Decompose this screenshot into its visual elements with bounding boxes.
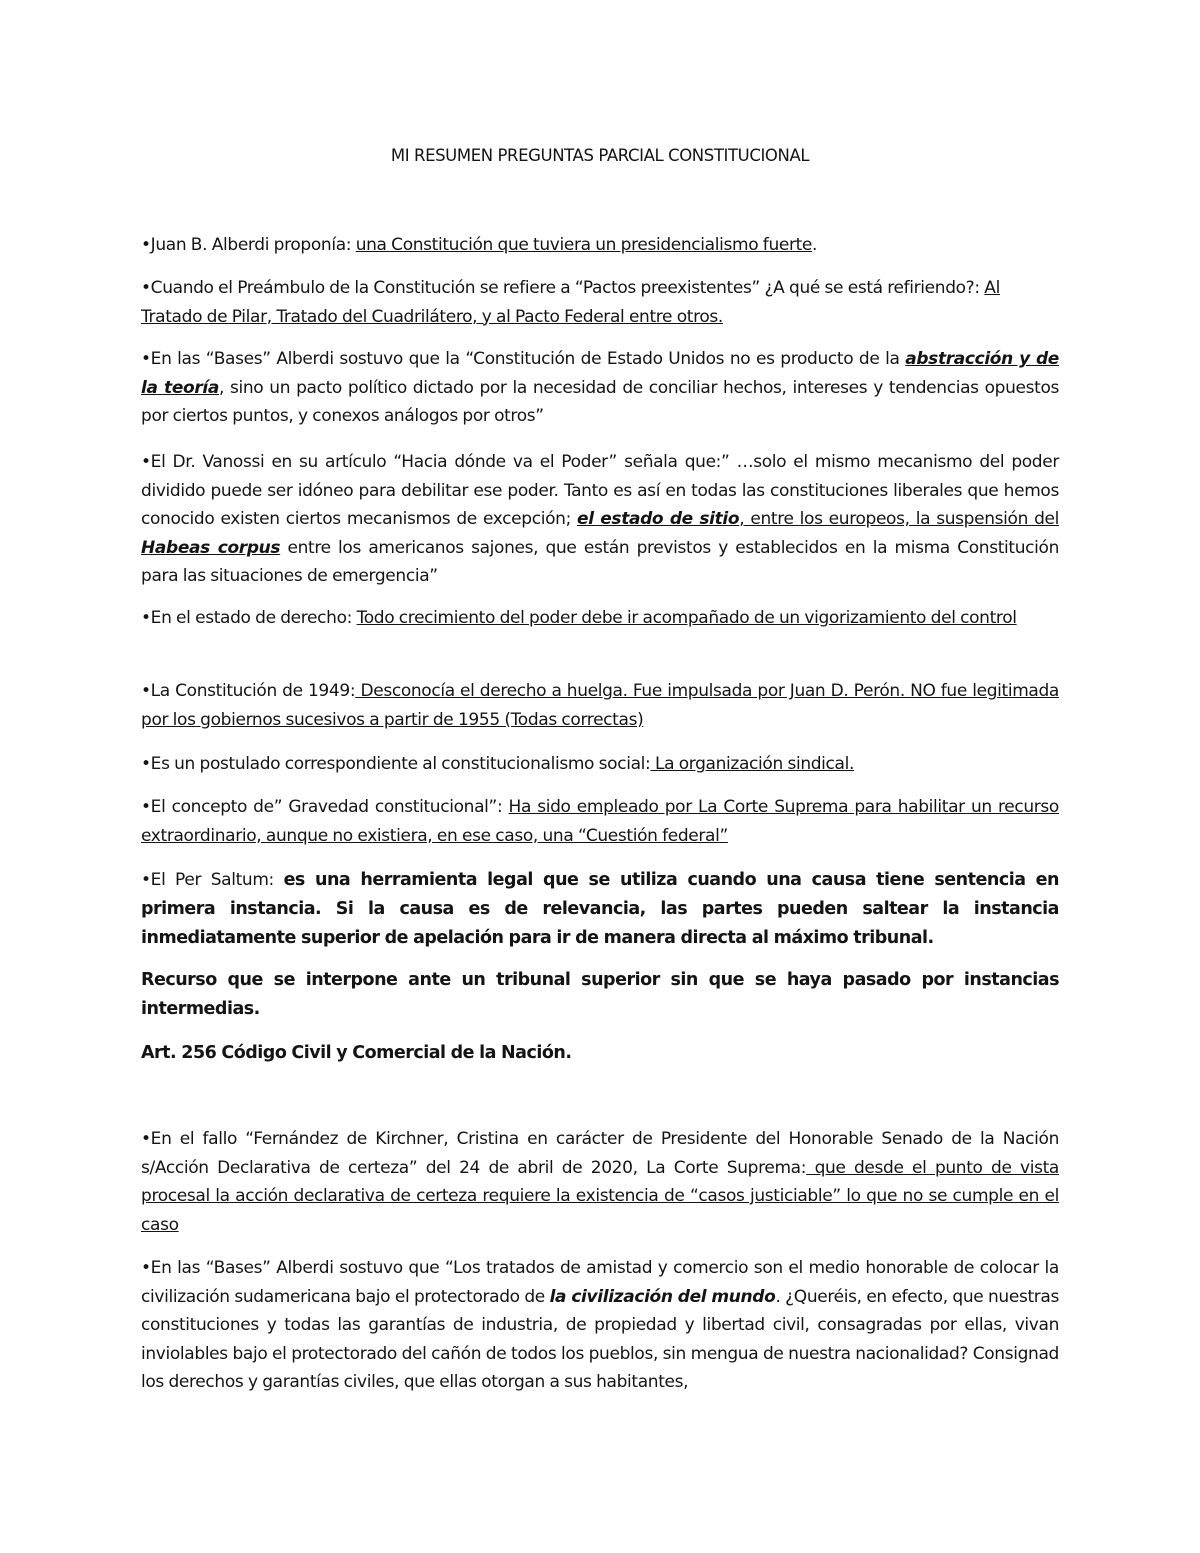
question-text: •Cuando el Preámbulo de la Constitución se refiere a “Pactos preexistentes” ¿A qué se está refiriendo?: <box>141 278 985 298</box>
paragraph-estado-de-derecho <box>141 604 1059 633</box>
quote-text: •En las “Bases” Alberdi sostuvo que la “Constitución de Estado Unidos no es producto de la <box>141 349 906 369</box>
answer-text: Todo crecimiento del poder debe ir acompañado de un vigorizamiento del control <box>356 608 1017 628</box>
paragraph-fallo-fernandez-de-kirchner <box>141 1125 1059 1239</box>
answer-text: una Constitución que tuviera un presidencialismo fuerte <box>355 235 813 255</box>
emphasis-text: abstracción y de la teoría <box>141 349 1059 398</box>
answer-text: La organización sindical. <box>650 754 855 774</box>
question-text: •En el estado de derecho: <box>141 608 357 628</box>
paragraph-articulo-256: Art. 256 Código Civil y Comercial de la Nación. <box>141 1043 572 1063</box>
answer-text: Al Tratado de Pilar, Tratado del Cuadrilátero, y al Pacto Federal entre otros. <box>141 278 1000 327</box>
question-text: •Es un postulado correspondiente al constitucionalismo social: <box>141 754 651 774</box>
document-title: MI RESUMEN PREGUNTAS PARCIAL CONSTITUCIONAL <box>390 146 810 165</box>
paragraph-bases-tratados <box>141 1254 1059 1397</box>
underlined-comma: , entre los europeos, la suspensión del <box>739 509 1059 529</box>
quote-text-continued: . ¿Queréis, en efecto, que nuestras constituciones y todas las garantías de industria, de propiedad y libertad civil, consagradas por ellas, vivan inviolables bajo el protectorado del cañón de todos los pueblos, sin mengua de nuestra nacionalidad? Consignad los derechos y garantías civiles, que ellas otorgan a sus habitantes, <box>141 1286 1060 1392</box>
question-text: •En el fallo “Fernández de Kirchner, Cristina en carácter de Presidente del Honorable Senado de la Nación s/Acción Declarativa de certeza” del 24 de abril de 2020, La Corte Suprema: <box>141 1129 1059 1178</box>
paragraph-vanossi <box>141 448 1059 591</box>
quote-text: •El Dr. Vanossi en su artículo “Hacia dónde va el Poder” señala que:” …solo el mismo mecanismo del poder dividido puede ser idóneo para debilitar ese poder. Tanto es así en todas las constituciones liberales que hemos conocido existen ciertos mecanismos de excepción; <box>141 452 1059 529</box>
paragraph-bases-constitucion-eeuu <box>141 345 1059 431</box>
quote-text-continued: entre los americanos sajones, que están previstos y establecidos en la misma Constitución para las situaciones de emergencia” <box>141 537 1059 586</box>
paragraph-gravedad-constitucional <box>141 793 1059 850</box>
emphasis-habeas-corpus: Habeas corpus <box>141 537 281 558</box>
paragraph-recurso-definicion: Recurso que se interpone ante un tribunal superior sin que se haya pasado por instancias intermedias. <box>141 970 1059 1019</box>
question-text: •La Constitución de 1949: <box>141 681 356 701</box>
quote-text-continued: , sino un pacto político dictado por la necesidad de conciliar hechos, intereses y tendencias opuestos por ciertos puntos, y conexos análogos por otros” <box>141 377 1059 426</box>
question-text: •El concepto de” Gravedad constitucional”: <box>141 797 509 817</box>
question-text: •Juan B. Alberdi proponía: <box>141 235 356 255</box>
trailing-text: . <box>812 235 818 255</box>
paragraph-per-saltum <box>141 866 1059 953</box>
emphasis-text: la civilización del mundo <box>549 1286 776 1307</box>
paragraph-pactos-preexistentes <box>141 274 1059 331</box>
question-text: •El Per Saltum: <box>141 870 284 890</box>
answer-text: Desconocía el derecho a huelga. Fue impulsada por Juan D. Perón. NO fue legitimada por los gobiernos sucesivos a partir de 1955 (Todas correctas) <box>141 681 1059 730</box>
paragraph-constitucion-1949 <box>141 677 1059 734</box>
emphasis-estado-de-sitio: el estado de sitio <box>577 509 740 529</box>
answer-text: Ha sido empleado por La Corte Suprema para habilitar un recurso extraordinario, aunque no existiera, en ese caso, una “Cuestión federal” <box>141 797 1059 846</box>
paragraph-alberdi-presidencialismo <box>141 231 1059 260</box>
answer-text: que desde el punto de vista procesal la acción declarativa de certeza requiere la existencia de “casos justiciable” lo que no se cumple en el caso <box>141 1157 1059 1235</box>
answer-text: es una herramienta legal que se utiliza cuando una causa tiene sentencia en primera instancia. Si la causa es de relevancia, las partes pueden saltear la instancia inmediatamente superior de apelación para ir de manera directa al máximo tribunal. <box>141 870 1059 948</box>
paragraph-constitucionalismo-social <box>141 750 1059 779</box>
quote-text: •En las “Bases” Alberdi sostuvo que “Los tratados de amistad y comercio son el medio honorable de colocar la civilización sudamericana bajo el protectorado de <box>141 1258 1059 1307</box>
